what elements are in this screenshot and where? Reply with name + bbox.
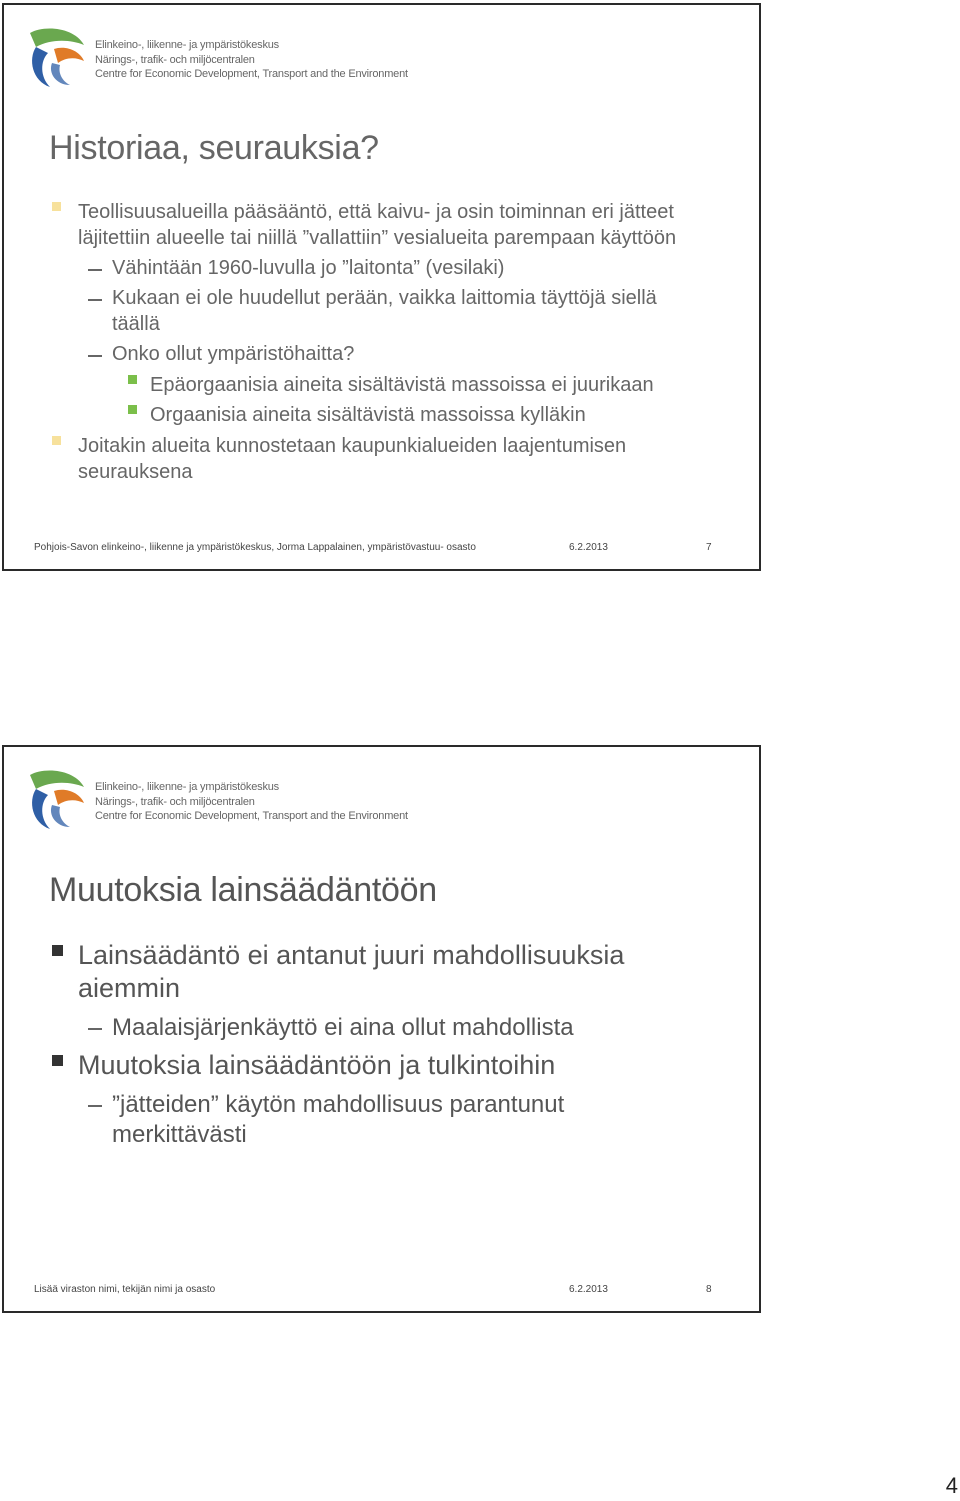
sub-bullet-text: Maalaisjärjenkäyttö ei aina ollut mahdollista [112, 1014, 574, 1041]
footer-page: 8 [706, 1284, 712, 1295]
dash-bullet-icon [88, 1028, 102, 1030]
slide-8 [2, 745, 761, 1313]
sub-sub-bullet-text: Epäorgaanisia aineita sisältävistä massoissa ei juurikaan [150, 374, 654, 396]
bullet-text: Teollisuusalueilla pääsääntö, että kaivu- ja osin toiminnan eri jätteet [78, 201, 674, 223]
org-name-fi: Elinkeino-, liikenne- ja ympäristökeskus [95, 39, 279, 51]
bullet-square-icon [52, 1055, 63, 1066]
bullet-square-icon [128, 405, 137, 414]
bullet-text: aiemmin [78, 973, 181, 1003]
org-name-sv: Närings-, trafik- och miljöcentralen [95, 795, 255, 808]
org-name-fi: Elinkeino-, liikenne- ja ympäristökeskus [95, 781, 279, 793]
org-name-en: Centre for Economic Development, Transport and the Environment [95, 68, 408, 80]
dash-bullet-icon [88, 299, 102, 301]
sub-bullet-text: merkittävästi [112, 1121, 247, 1148]
bullet-square-icon [128, 375, 137, 384]
sub-bullet-text: Kukaan ei ole huudellut perään, vaikka laittomia täyttöjä siellä [112, 287, 657, 309]
footer-text: Lisää viraston nimi, tekijän nimi ja osasto [34, 1284, 216, 1295]
bullet-text: Joitakin alueita kunnostetaan kaupunkialueiden laajentumisen [78, 435, 627, 457]
bullet-text: Lainsäädäntö ei antanut juuri mahdollisuuksia [78, 940, 625, 970]
sub-bullet-text: ”jätteiden” käytön mahdollisuus parantunut [112, 1091, 565, 1118]
dash-bullet-icon [88, 355, 102, 357]
org-name-en: Centre for Economic Development, Transport and the Environment [95, 810, 408, 822]
org-name-sv: Närings-, trafik- och miljöcentralen [95, 53, 255, 66]
footer-text: Pohjois-Savon elinkeino-, liikenne ja ympäristökeskus, Jorma Lappalainen, ympäristövastuu- osasto [34, 542, 476, 553]
sub-bullet-text: täällä [112, 313, 160, 335]
bullet-text: läjitettiin alueelle tai niillä ”vallattiin” vesialueita parempaan käyttöön [78, 227, 677, 249]
footer-date: 6.2.2013 [569, 1284, 608, 1295]
sub-bullet-text: Onko ollut ympäristöhaitta? [112, 343, 355, 365]
sub-bullet-text: Vähintään 1960-luvulla jo ”laitonta” (vesilaki) [112, 257, 505, 279]
slide-title: Historiaa, seurauksia? [49, 129, 379, 167]
slide-7 [2, 3, 761, 571]
bullet-square-icon [52, 202, 61, 211]
sub-sub-bullet-text: Orgaanisia aineita sisältävistä massoissa kylläkin [150, 404, 586, 426]
bullet-text: Muutoksia lainsäädäntöön ja tulkintoihin [78, 1050, 556, 1080]
slide-title: Muutoksia lainsäädäntöön [49, 871, 437, 909]
dash-bullet-icon [88, 269, 102, 271]
bullet-square-icon [52, 945, 63, 956]
footer-date: 6.2.2013 [569, 542, 608, 553]
page-number: 4 [945, 1473, 958, 1498]
bullet-text: seurauksena [78, 461, 193, 483]
dash-bullet-icon [88, 1105, 102, 1107]
bullet-square-icon [52, 436, 61, 445]
footer-page: 7 [706, 542, 712, 553]
